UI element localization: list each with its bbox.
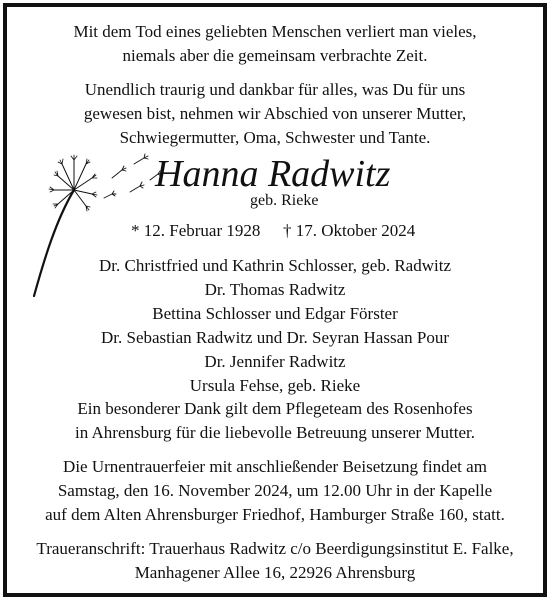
mourner-name: Dr. Thomas Radwitz bbox=[204, 280, 346, 299]
birth-date: * 12. Februar 1928 bbox=[131, 221, 261, 240]
intro-line: Mit dem Tod eines geliebten Menschen verliert man vieles, bbox=[73, 22, 477, 41]
thanks-line: in Ahrensburg für die liebevolle Betreuung unserer Mutter. bbox=[74, 423, 476, 442]
mourner-name: Bettina Schlosser und Edgar Förster bbox=[152, 304, 398, 323]
mourner-name: Dr. Sebastian Radwitz und Dr. Seyran Hassan Pour bbox=[101, 328, 449, 347]
thanks-line: Ein besonderer Dank gilt dem Pflegeteam des Rosenhofes bbox=[77, 399, 473, 418]
ceremony-text bbox=[0, 455, 550, 527]
intro-line: niemals aber die gemeinsam verbrachte Zeit. bbox=[122, 46, 428, 65]
mourner-name: Dr. Christfried und Kathrin Schlosser, geb. Radwitz bbox=[98, 256, 451, 275]
address-line: Manhagener Allee 16, 22926 Ahrensburg bbox=[134, 563, 416, 582]
deceased-name: Hanna Radwitz bbox=[155, 153, 391, 195]
death-date: † 17. Oktober 2024 bbox=[283, 221, 416, 240]
ceremony-line: Die Urnentrauerfeier mit anschließender Beisetzung findet am bbox=[63, 457, 487, 476]
ceremony-line: Samstag, den 16. November 2024, um 12.00 Uhr in der Kapelle bbox=[57, 481, 493, 500]
mourner-name: Ursula Fehse, geb. Rieke bbox=[189, 376, 361, 395]
intro-quote bbox=[0, 20, 550, 68]
mourning-address bbox=[0, 537, 550, 585]
farewell-text bbox=[0, 78, 550, 150]
farewell-line: Unendlich traurig und dankbar für alles, was Du für uns bbox=[84, 80, 466, 99]
birth-name: geb. Rieke bbox=[250, 192, 319, 209]
address-line: Traueranschrift: Trauerhaus Radwitz c/o Beerdigungsinstitut E. Falke, bbox=[36, 539, 514, 558]
mourner-name: Dr. Jennifer Radwitz bbox=[204, 352, 346, 371]
ceremony-line: auf dem Alten Ahrensburger Friedhof, Hamburger Straße 160, statt. bbox=[45, 505, 505, 524]
thanks-text bbox=[0, 397, 550, 445]
farewell-line: Schwiegermutter, Oma, Schwester und Tante. bbox=[119, 128, 431, 147]
farewell-line: gewesen bist, nehmen wir Abschied von unserer Mutter, bbox=[83, 104, 467, 123]
mourners-list bbox=[0, 254, 550, 398]
